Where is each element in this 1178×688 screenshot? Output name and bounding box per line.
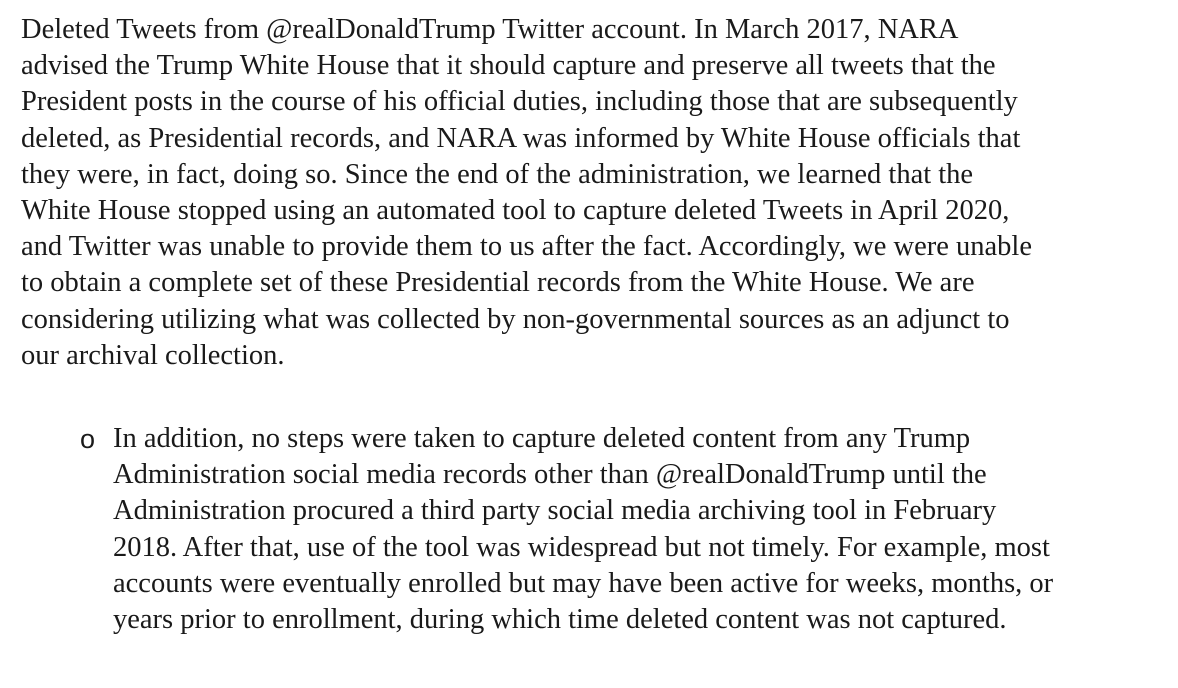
paragraph-line: considering utilizing what was collected by non-governmental sources as an adjunct to: [21, 303, 1010, 335]
paragraph-line: Deleted Tweets from @realDonaldTrump Twitter account. In March 2017, NARA: [21, 14, 959, 45]
paragraph-line: advised the Trump White House that it should capture and preserve all tweets that the: [21, 50, 996, 82]
bullet-line: Administration procured a third party social media archiving tool in February: [113, 495, 997, 527]
paragraph-line: President posts in the course of his official duties, including those that are subsequently: [21, 86, 1018, 118]
paragraph-line: and Twitter was unable to provide them to us after the fact. Accordingly, we were unable: [21, 231, 1032, 263]
bullet-line: 2018. After that, use of the tool was widespread but not timely. For example, most: [113, 531, 1050, 563]
bullet-text: [113, 421, 1173, 638]
bullet-line: In addition, no steps were taken to capture deleted content from any Trump: [113, 423, 971, 454]
paragraph-line: White House stopped using an automated tool to capture deleted Tweets in April 2020,: [21, 195, 1010, 227]
bullet-line: years prior to enrollment, during which time deleted content was not captured.: [113, 604, 1007, 636]
paragraph-line: our archival collection.: [21, 339, 285, 371]
bullet-line: accounts were eventually enrolled but may have been active for weeks, months, or: [113, 567, 1054, 599]
bullet-marker: o: [80, 424, 96, 454]
main-paragraph: [21, 12, 1171, 374]
paragraph-line: to obtain a complete set of these Presidential records from the White House. We are: [21, 267, 975, 299]
paragraph-line: deleted, as Presidential records, and NARA was informed by White House officials that: [21, 122, 1021, 154]
paragraph-line: they were, in fact, doing so. Since the end of the administration, we learned that the: [21, 158, 974, 190]
bullet-line: Administration social media records other than @realDonaldTrump until the: [113, 459, 987, 491]
